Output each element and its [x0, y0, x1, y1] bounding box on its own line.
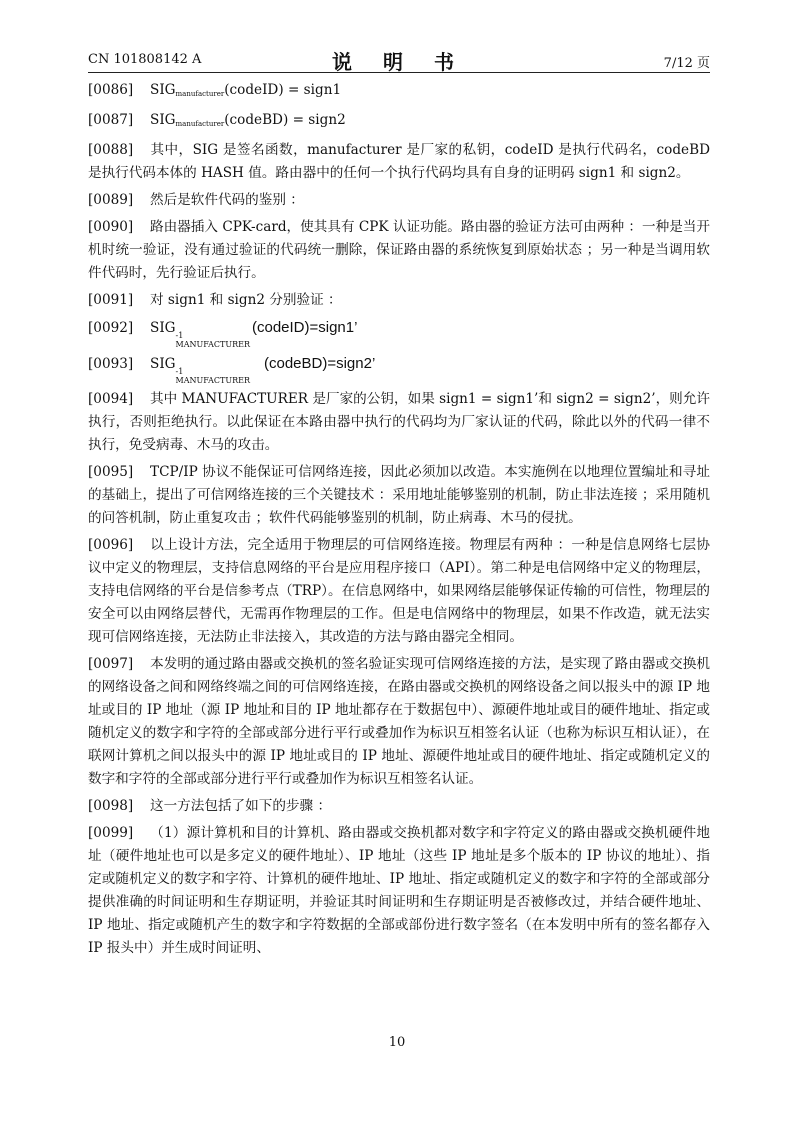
formula-superscript: -1 — [175, 367, 184, 376]
paragraph-0097 — [88, 653, 710, 791]
formula-function: SIG — [150, 320, 176, 336]
paragraph-number: [0089] — [88, 192, 134, 208]
patent-number: CN 101808142 A — [88, 52, 202, 67]
page-count: 7/12 页 — [663, 56, 710, 71]
paragraph-text: 路由器插入 CPK-card，使其具有 CPK 认证功能。路由器的验证方法可由两种 ：一种是当开机时统一验证，没有通过验证的代码统一删除，保证路由器的系统恢复到原始状态 ；另一种是当调用软件代码时，先行验证后执行。 — [88, 219, 710, 281]
paragraph-text: （1）源计算机和目的计算机、路由器或交换机都对数字和字符定义的路由器或交换机硬件地址（硬件地址也可以是多定义的硬件地址）、IP 地址（这些 IP 地址是多个版本的 IP 协议的地址）、指定或随机定义的数字和字符、计算机的硬件地址、IP 地址、指定或随机定义的数字和字符的全部或部分提供准确的时间证明和生存期证明，并验证其时间证明和生存期证明是否被修改过，并结合硬件地址、IP 地址、指定或随机产生的数字和字符数据的全部或部份进行数字签名（在本发明中所有的签名都存入 IP 报头中）并生成时间证明、 — [88, 825, 710, 956]
formula-0087 — [88, 109, 710, 136]
paragraph-number: [0092] — [88, 320, 134, 336]
paragraph-0098 — [88, 795, 710, 818]
paragraph-number: [0090] — [88, 219, 134, 235]
formula-subscript: manufacturer — [175, 90, 225, 98]
formula-function: SIG — [150, 82, 176, 98]
formula-expression: (codeBD)=sign2’ — [263, 355, 376, 372]
paragraph-number: [0091] — [88, 292, 134, 308]
paragraph-0095 — [88, 461, 710, 530]
paragraph-number: [0098] — [88, 798, 134, 814]
paragraph-number: [0099] — [88, 825, 134, 841]
paragraph-number: [0097] — [88, 656, 134, 672]
document-section-title: 说 明 书 — [332, 50, 466, 74]
formula-subscript: MANUFACTURER — [175, 376, 250, 385]
paragraph-number: [0095] — [88, 464, 134, 480]
paragraph-0090 — [88, 216, 710, 285]
formula-function: SIG — [150, 356, 176, 372]
paragraph-text: 这一方法包括了如下的步骤 ： — [150, 798, 332, 814]
paragraph-number: [0086] — [88, 82, 134, 98]
formula-subscript: MANUFACTURER — [175, 340, 250, 349]
paragraph-0094 — [88, 388, 710, 457]
paragraph-text: 本发明的通过路由器或交换机的签名验证实现可信网络连接的方法，是实现了路由器或交换机的网络设备之间和网络终端之间的可信网络连接，在路由器或交换机的网络设备之间以报头中的源 IP 地址或目的 IP 地址（源 IP 地址和目的 IP 地址都存在于数据包中）、源硬件地址或目的硬件地址、指定或随机定义的数字和字符的全部或部分进行平行或叠加作为标识互相签名认证（也称为标识互相认证），在联网计算机之间以报头中的源 IP 地址或目的 IP 地址、源硬件地址或目的硬件地址、指定或随机定义的数字和字符的全部或部分进行平行或叠加作为标识互相签名认证。 — [88, 656, 710, 787]
paragraph-text: 其中，SIG 是签名函数，manufacturer 是厂家的私钥，codeID 是执行代码名，codeBD 是执行代码本体的 HASH 值。路由器中的任何一个执行代码均具有自身的证明码 sign1 和 sign2。 — [88, 142, 710, 181]
formula-function: SIG — [150, 112, 176, 128]
formula-0092 — [88, 316, 710, 349]
paragraph-number: [0087] — [88, 112, 134, 128]
document-body — [88, 79, 710, 964]
formula-superscript: -1 — [175, 331, 184, 340]
paragraph-text: 对 sign1 和 sign2 分别验证 ： — [150, 292, 342, 308]
paragraph-number: [0088] — [88, 142, 134, 158]
paragraph-0089 — [88, 189, 710, 212]
paragraph-0099 — [88, 822, 710, 960]
page-header — [88, 46, 710, 73]
formula-expression: (codeID)=sign1’ — [251, 319, 358, 336]
paragraph-text: 以上设计方法，完全适用于物理层的可信网络连接。物理层有两种 ：一种是信息网络七层协议中定义的物理层，支持信息网络的平台是应用程序接口（API）。第二种是电信网络中定义的物理层，支持电信网络的平台是信参考点（TRP）。在信息网络中，如果网络层能够保证传输的可信性，物理层的安全可以由网络层替代，无需再作物理层的工作。但是电信网络中的物理层，如果不作改造，就无法实现可信网络连接，无法防止非法接入，其改造的方法与路由器完全相同。 — [88, 537, 710, 645]
paragraph-0091 — [88, 289, 710, 312]
paragraph-number: [0096] — [88, 537, 134, 553]
paragraph-text: 然后是软件代码的鉴别 ： — [150, 192, 304, 208]
paragraph-text: TCP/IP 协议不能保证可信网络连接，因此必须加以改造。本实施例在以地理位置编址和寻址的基础上，提出了可信网络连接的三个关键技术 ：采用地址能够鉴别的机制，防止非法连接 ；采用随机的问答机制，防止重复攻击 ；软件代码能够鉴别的机制，防止病毒、木马的侵扰。 — [88, 464, 710, 526]
formula-expression: (codeBD) = sign2 — [224, 112, 346, 128]
formula-0093 — [88, 352, 710, 385]
formula-expression: (codeID) = sign1 — [224, 82, 342, 98]
paragraph-0096 — [88, 534, 710, 649]
paragraph-0088 — [88, 139, 710, 185]
formula-0086 — [88, 79, 710, 106]
paragraph-text: 其中 MANUFACTURER 是厂家的公钥，如果 sign1 = sign1’和 sign2 = sign2’，则允许执行，否则拒绝执行。以此保证在本路由器中执行的代码均为厂家认证的代码，除此以外的代码一律不执行，免受病毒、木马的攻击。 — [88, 391, 710, 453]
paragraph-number: [0093] — [88, 356, 134, 372]
page-number: 10 — [388, 1035, 406, 1050]
paragraph-number: [0094] — [88, 391, 134, 407]
formula-subscript: manufacturer — [175, 120, 225, 128]
